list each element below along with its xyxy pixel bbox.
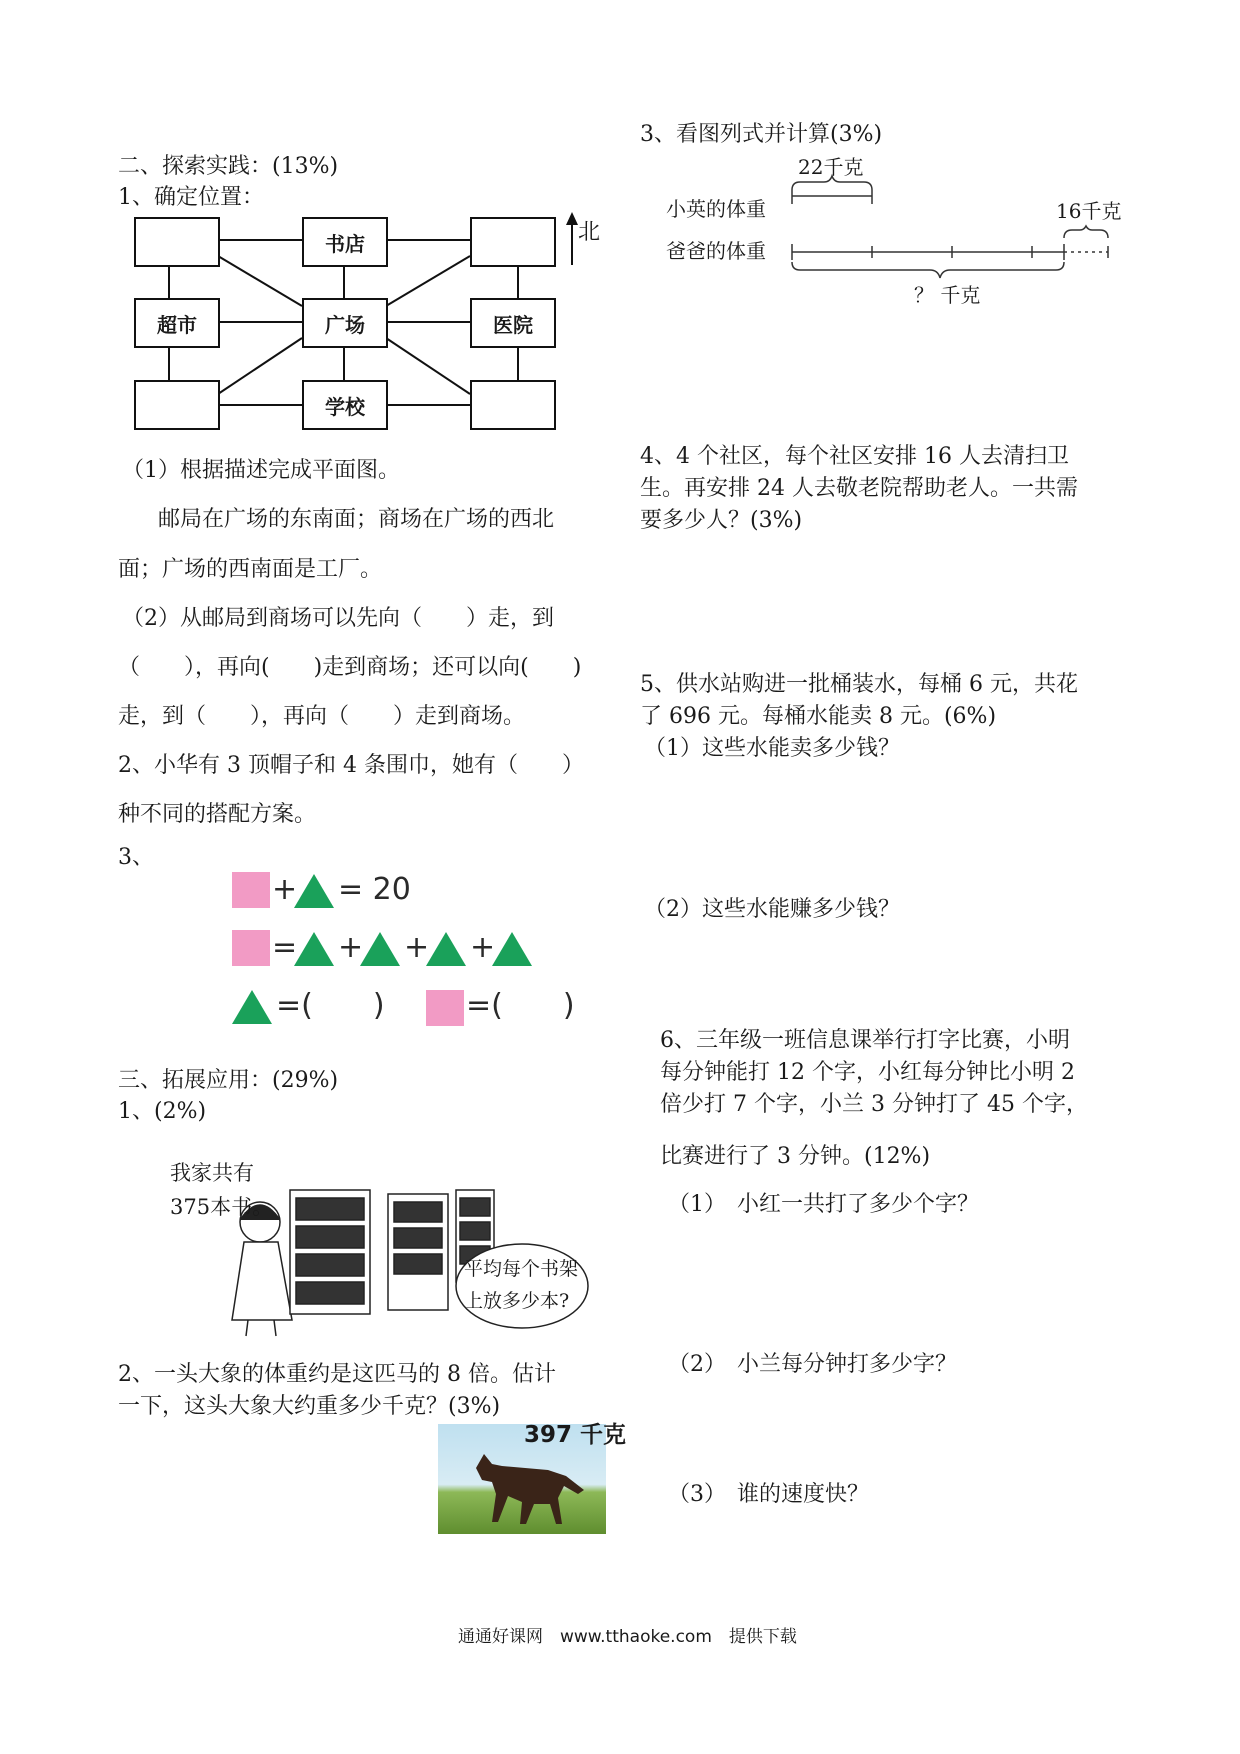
- q1-sub2-line1: （2）从邮局到商场可以先向（ ）走，到: [122, 606, 554, 631]
- pink-square-2: [232, 930, 270, 966]
- equals-sign: =: [272, 930, 298, 965]
- triangle-answer-blank[interactable]: =( ): [276, 988, 385, 1023]
- plus-sign: +: [272, 872, 298, 907]
- map-box-school: 学校: [302, 380, 388, 430]
- r-q6-line1: 6、三年级一班信息课举行打字比赛，小明: [660, 1028, 1070, 1053]
- baba-weight-label: 爸爸的体重: [666, 239, 766, 263]
- north-label: 北: [578, 220, 601, 245]
- r-q5-sub2: （2）这些水能赚多少钱？: [644, 897, 900, 922]
- horse-weight: 397 千克: [524, 1422, 627, 1448]
- label-question-kg: ？ 千克: [914, 283, 981, 307]
- r-q6-line4: 比赛进行了 3 分钟。(12%): [660, 1144, 931, 1169]
- pink-square-1: [232, 872, 270, 908]
- footer-credit: 通通好课网 www.tthaoke.com 提供下载: [458, 1627, 797, 1647]
- map-box-supermarket: 超市: [134, 298, 220, 348]
- s3-q2-line2: 一下，这头大象大约重多少千克？(3%): [118, 1394, 501, 1419]
- map-box-bookstore: 书店: [302, 217, 388, 267]
- bubble-question-line1: 平均每个书架: [464, 1258, 579, 1280]
- label-16kg: 16千克: [1056, 199, 1122, 223]
- q1-sub1: （1）根据描述完成平面图。: [122, 458, 400, 483]
- r-q6-line2: 每分钟能打 12 个字，小红每分钟比小明 2: [660, 1060, 1075, 1085]
- green-triangle-answer: [230, 988, 274, 1026]
- r-q4-line2: 生。再安排 24 人去敬老院帮助老人。一共需: [640, 476, 1078, 501]
- bubble-girl-line2: 375本书。: [170, 1195, 274, 1219]
- map-box-hospital: 医院: [470, 298, 556, 348]
- r-q6-sub3: （3） 谁的速度快？: [668, 1482, 869, 1507]
- r-q6-sub1: （1） 小红一共打了多少个字？: [668, 1192, 979, 1217]
- q1-title: 1、确定位置：: [118, 185, 264, 210]
- r-q5-sub1: （1）这些水能卖多少钱？: [644, 736, 900, 761]
- r-q4-line1: 4、4 个社区，每个社区安排 16 人去清扫卫: [640, 444, 1069, 469]
- green-triangle-4: [424, 930, 468, 968]
- square-answer-blank[interactable]: =( ): [466, 988, 575, 1023]
- weight-line-diagram: [0, 0, 1240, 320]
- section3-title: 三、拓展应用：(29%): [118, 1068, 339, 1093]
- q1-desc-line2: 面；广场的西南面是工厂。: [118, 557, 383, 582]
- green-triangle-5: [490, 930, 534, 968]
- r-q6-sub2: （2） 小兰每分钟打多少字？: [668, 1352, 957, 1377]
- q2-line2: 种不同的搭配方案。: [118, 802, 317, 827]
- map-box-square: 广场: [302, 298, 388, 348]
- r-q5-line2: 了 696 元。每桶水能卖 8 元。(6%): [640, 704, 997, 729]
- map-box-southeast-empty: [470, 380, 556, 430]
- plus-sign: +: [470, 930, 496, 965]
- r-q6-line3: 倍少打 7 个字，小兰 3 分钟打了 45 个字，: [660, 1092, 1088, 1117]
- map-box-southwest-empty: [134, 380, 220, 430]
- s3-q2-line1: 2、一头大象的体重约是这匹马的 8 倍。估计: [118, 1362, 556, 1387]
- q2-line1: 2、小华有 3 顶帽子和 4 条围巾，她有（ ）: [118, 753, 584, 778]
- green-triangle-2: [292, 930, 336, 968]
- r-q5-line1: 5、供水站购进一批桶装水，每桶 6 元，共花: [640, 672, 1078, 697]
- bubble-question-line2: 上放多少本?: [464, 1290, 570, 1312]
- q1-sub2-line2: （ ），再向( )走到商场；还可以向( ): [118, 655, 582, 680]
- r-q4-line3: 要多少人？(3%): [640, 508, 803, 533]
- green-triangle-3: [358, 930, 402, 968]
- pink-square-answer: [426, 990, 464, 1026]
- r-q3-title: 3、看图列式并计算(3%): [640, 122, 883, 147]
- label-22kg: 22千克: [798, 155, 864, 179]
- plus-sign: +: [338, 930, 364, 965]
- xiaoying-weight-label: 小英的体重: [666, 197, 766, 221]
- green-triangle-1: [292, 872, 336, 910]
- equation-sum: = 20: [338, 872, 411, 907]
- q3-label: 3、: [118, 845, 154, 870]
- plus-sign: +: [404, 930, 430, 965]
- section2-title: 二、探索实践：(13%): [118, 154, 339, 179]
- s3-q1-label: 1、(2%): [118, 1099, 207, 1124]
- q1-sub2-line3: 走，到（ ），再向（ ）走到商场。: [118, 704, 526, 729]
- q1-desc-line1: 邮局在广场的东南面；商场在广场的西北: [158, 507, 555, 532]
- bubble-girl-line1: 我家共有: [170, 1161, 254, 1185]
